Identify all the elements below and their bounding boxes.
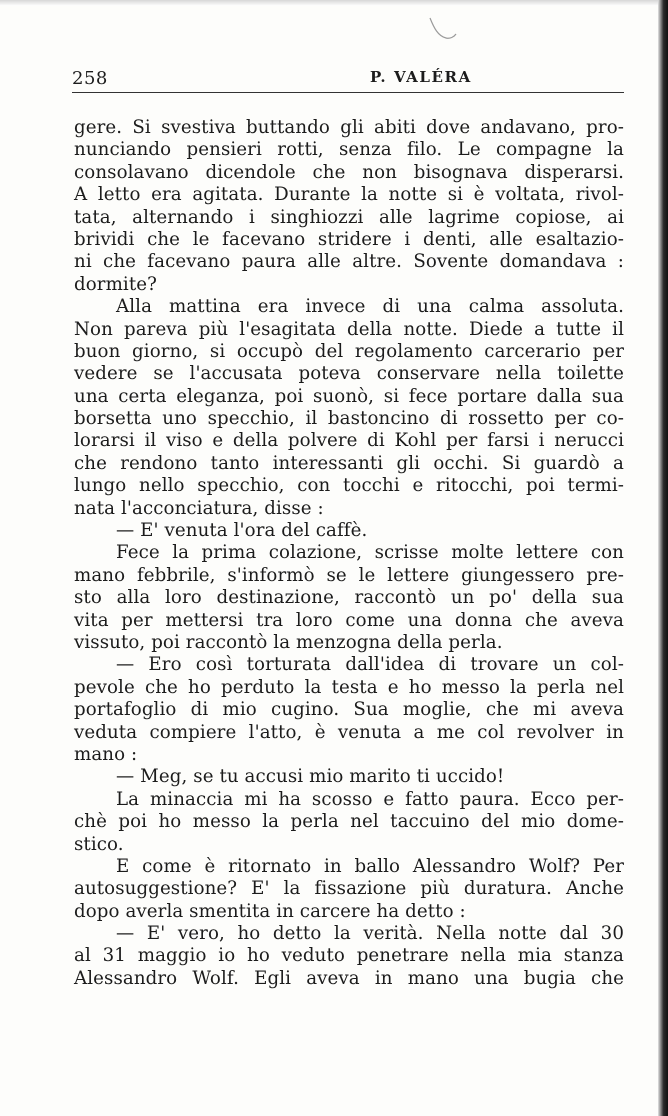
text-line: Non pareva più l'esagitata della notte. Diede a tutte il bbox=[74, 318, 624, 340]
text-line: vedere se l'accusata poteva conservare nella toilette bbox=[74, 363, 624, 385]
body-text bbox=[74, 117, 624, 990]
text-line: nunciando pensieri rotti, senza filo. Le compagne la bbox=[74, 139, 624, 161]
text-line: Alla mattina era invece di una calma assoluta. bbox=[116, 296, 624, 318]
page-spine-shadow bbox=[658, 0, 668, 1116]
text-line: lungo nello specchio, con tocchi e ritocchi, poi termi- bbox=[74, 475, 624, 497]
text-line: vissuto, poi raccontò la menzogna della perla. bbox=[74, 631, 503, 653]
text-line: — Meg, se tu accusi mio marito ti uccido! bbox=[116, 766, 505, 788]
text-line: sto alla loro destinazione, raccontò un po' della sua bbox=[74, 587, 624, 609]
text-line: autosuggestione? E' la fissazione più duratura. Anche bbox=[74, 878, 624, 900]
text-line: Fece la prima colazione, scrisse molte lettere con bbox=[116, 542, 624, 564]
text-line: ni che facevano paura alle altre. Sovente domandava : bbox=[74, 251, 624, 273]
text-line: borsetta uno specchio, il bastoncino di rossetto per co- bbox=[74, 408, 624, 430]
text-line: tata, alternando i singhiozzi alle lagrime copiose, ai bbox=[74, 206, 624, 228]
text-line: — E' vero, ho detto la verità. Nella notte dal 30 bbox=[116, 923, 624, 945]
text-line: buon giorno, si occupò del regolamento carcerario per bbox=[74, 340, 624, 362]
text-line: dormite? bbox=[74, 273, 157, 295]
text-line: A letto era agitata. Durante la notte si è voltata, rivol- bbox=[74, 184, 624, 206]
text-line: La minaccia mi ha scosso e fatto paura. Ecco per- bbox=[116, 788, 624, 810]
text-line: brividi che le facevano stridere i denti, alle esaltazio- bbox=[74, 228, 624, 250]
text-line: — E' venuta l'ora del caffè. bbox=[116, 520, 368, 542]
text-line: chè poi ho messo la perla nel taccuino del mio dome- bbox=[74, 811, 624, 833]
text-line: una certa eleganza, poi suonò, si fece portare dalla sua bbox=[74, 385, 624, 407]
text-line: gere. Si svestiva buttando gli abiti dove andavano, pro- bbox=[74, 117, 624, 138]
text-line: E come è ritornato in ballo Alessandro Wolf? Per bbox=[116, 855, 624, 877]
page-top-edge bbox=[0, 0, 668, 6]
page-header bbox=[72, 68, 624, 93]
text-line: lorarsi il viso e della polvere di Kohl per farsi i nerucci bbox=[74, 430, 624, 452]
text-line: — Ero così torturata dall'idea di trovare un col- bbox=[116, 654, 624, 676]
text-line: che rendono tanto interessanti gli occhi. Si guardò a bbox=[74, 452, 624, 474]
text-line: vita per mettersi tra loro come una donna che aveva bbox=[74, 609, 624, 631]
text-line: nata l'acconciatura, disse : bbox=[74, 497, 324, 519]
text-line: veduta compiere l'atto, è venuta a me col revolver in bbox=[74, 721, 624, 743]
text-line: mano : bbox=[74, 743, 138, 765]
text-line: portafoglio di mio cugino. Sua moglie, che mi aveva bbox=[74, 699, 624, 721]
pencil-mark-icon bbox=[428, 14, 458, 44]
text-line: stico. bbox=[74, 833, 124, 855]
page-number: 258 bbox=[72, 68, 108, 89]
text-line: mano febbrile, s'informò se le lettere giungessero pre- bbox=[74, 564, 624, 586]
text-line: al 31 maggio io ho veduto penetrare nella mia stanza bbox=[74, 945, 624, 967]
text-line: Alessandro Wolf. Egli aveva in mano una bugia che bbox=[74, 967, 624, 989]
text-line: pevole che ho perduto la testa e ho messo la perla nel bbox=[74, 676, 624, 698]
running-head: P. VALÉRA bbox=[370, 68, 472, 86]
text-line: consolavano dicendole che non bisognava disperarsi. bbox=[74, 161, 624, 183]
text-line: dopo averla smentita in carcere ha detto : bbox=[74, 900, 466, 922]
